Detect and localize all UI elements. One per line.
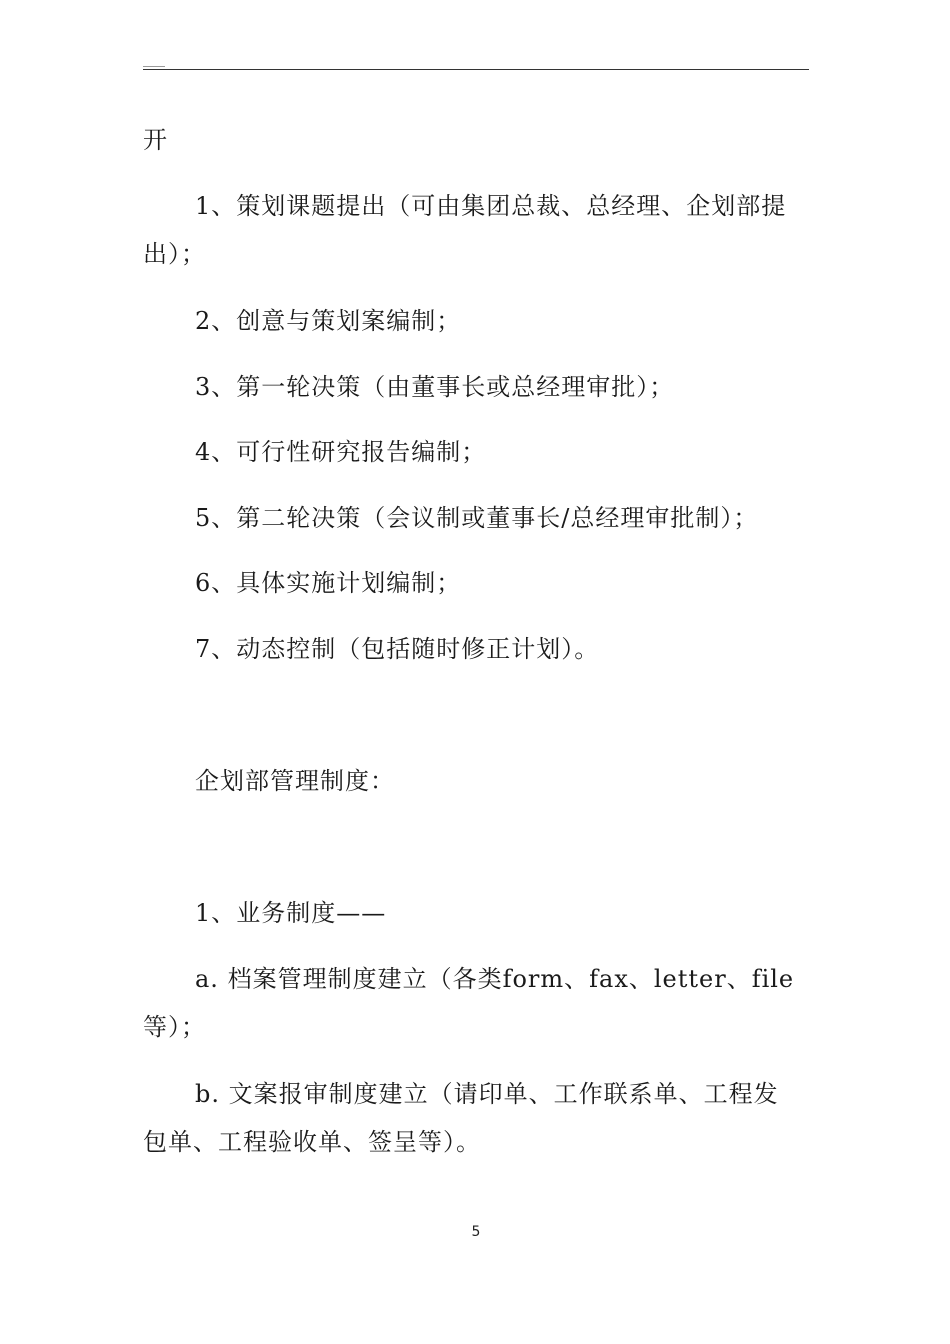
text-line: 出）；: [143, 240, 206, 268]
page-number: 5: [471, 1224, 481, 1240]
text-line: 包单、工程验收单、签呈等）。: [143, 1128, 481, 1156]
list-item-1: [143, 182, 809, 278]
text-line: 企划部管理制度：: [195, 767, 395, 795]
text-line: 等）；: [143, 1013, 206, 1041]
section-heading: [143, 757, 809, 805]
text-line: 2、创意与策划案编制；: [195, 307, 462, 335]
list-item-3: [143, 363, 809, 411]
list-item-2: [143, 297, 809, 345]
text-line: 6、具体实施计划编制；: [195, 569, 462, 597]
sub-item-a: [143, 955, 809, 1051]
sub-item-b: [143, 1070, 809, 1166]
list-item-7: [143, 625, 809, 673]
text-line: 3、第一轮决策（由董事长或总经理审批）；: [195, 373, 675, 401]
list-item-4: [143, 428, 809, 476]
text-line: 7、动态控制（包括随时修正计划）。: [195, 635, 600, 663]
text-line: 1、业务制度——: [195, 899, 387, 927]
paragraph-fragment: [143, 116, 809, 164]
text-line: b. 文案报审制度建立（请印单、工作联系单、工程发: [195, 1080, 779, 1108]
text-line: 开: [143, 126, 168, 154]
text-line: 5、第二轮决策（会议制或董事长/总经理审批制）；: [195, 504, 759, 532]
list-item-6: [143, 559, 809, 607]
text-line: 1、策划课题提出（可由集团总裁、总经理、企划部提: [195, 192, 787, 220]
header-mark: [143, 66, 165, 67]
list-item-5: [143, 494, 809, 542]
subsection-heading: [143, 889, 809, 937]
text-line: a. 档案管理制度建立（各类form、fax、letter、file: [195, 965, 795, 993]
header-rule: [143, 69, 809, 70]
text-line: 4、可行性研究报告编制；: [195, 438, 487, 466]
